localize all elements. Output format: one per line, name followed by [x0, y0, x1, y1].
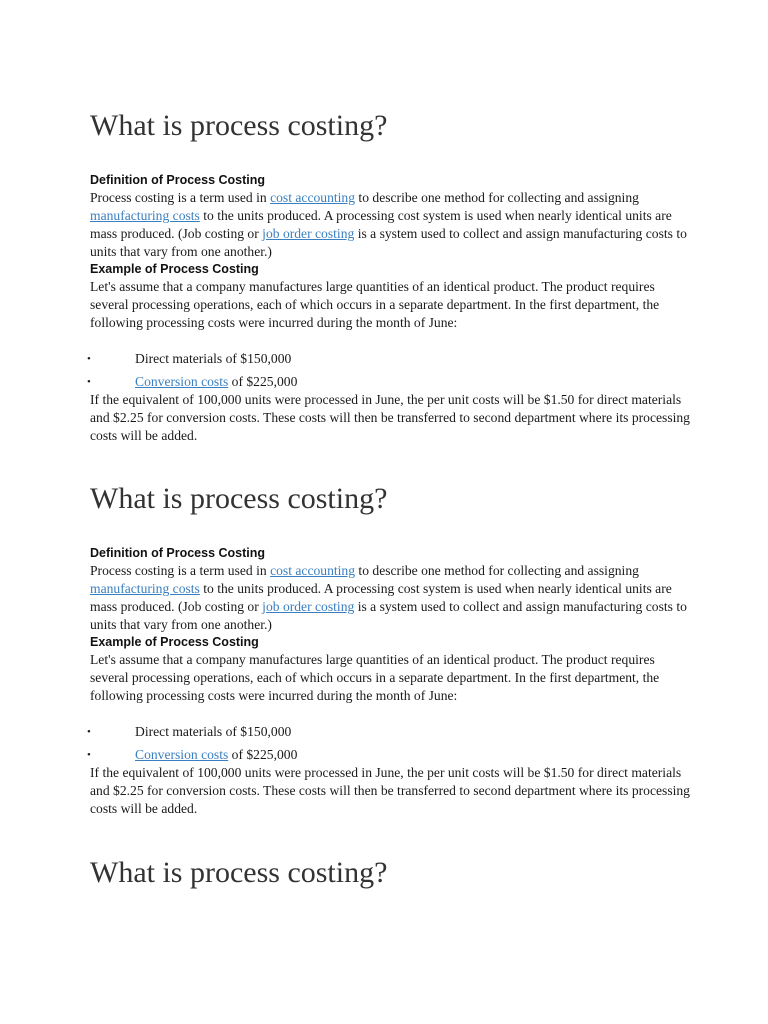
page-title: What is process costing?: [90, 482, 388, 515]
text-run: to the units produced. A processing cost system is used when nearly identical units are mass produced. (Job costing or: [90, 208, 672, 241]
closing-paragraph: If the equivalent of 100,000 units were processed in June, the per unit costs will be $1.50 for direct materials and $2.25 for conversion costs. These costs will then be transferred to second department where its processing costs will be added.: [90, 392, 690, 443]
list-item: [87, 746, 690, 769]
section-3: [90, 855, 690, 891]
list-item-text: of $225,000: [228, 747, 298, 762]
definition-heading: Definition of Process Costing: [90, 173, 266, 187]
text-run: Process costing is a term used in: [90, 563, 271, 578]
example-heading: Example of Process Costing: [90, 262, 259, 276]
conversion-costs-link[interactable]: Conversion costs: [135, 374, 229, 389]
job-order-costing-link[interactable]: job order costing: [262, 226, 355, 241]
text-run: to describe one method for collecting and assigning: [355, 563, 639, 578]
list-item: [87, 350, 690, 373]
cost-list: [87, 723, 690, 769]
example-paragraph: Let's assume that a company manufactures large quantities of an identical product. The product requires several processing operations, each of which occurs in a separate department. In the first department, the following processing costs were incurred during the month of June:: [90, 279, 660, 330]
section-2: [87, 481, 690, 818]
text-run: to the units produced. A processing cost system is used when nearly identical units are mass produced. (Job costing or: [90, 581, 672, 614]
bullet-icon: •: [87, 726, 91, 738]
list-item-text: of $225,000: [228, 374, 298, 389]
list-item-text: Direct materials of $150,000: [135, 724, 292, 739]
definition-paragraph: [90, 562, 690, 634]
manufacturing-costs-link[interactable]: manufacturing costs: [90, 581, 200, 596]
cost-accounting-link[interactable]: cost accounting: [270, 190, 356, 205]
page-title: What is process costing?: [90, 109, 388, 142]
section-1: [87, 108, 690, 445]
cost-accounting-link[interactable]: cost accounting: [270, 563, 356, 578]
closing-paragraph: If the equivalent of 100,000 units were processed in June, the per unit costs will be $1.50 for direct materials and $2.25 for conversion costs. These costs will then be transferred to second department where its processing costs will be added.: [90, 765, 690, 816]
list-item-text: Direct materials of $150,000: [135, 351, 292, 366]
bullet-icon: •: [87, 353, 91, 365]
text-run: is a system used to collect and assign manufacturing costs to units that vary from one another.): [90, 599, 687, 632]
page-title: What is process costing?: [90, 856, 388, 889]
definition-heading: Definition of Process Costing: [90, 546, 266, 560]
example-paragraph: Let's assume that a company manufactures large quantities of an identical product. The product requires several processing operations, each of which occurs in a separate department. In the first department, the following processing costs were incurred during the month of June:: [90, 652, 660, 703]
example-heading: Example of Process Costing: [90, 635, 259, 649]
job-order-costing-link[interactable]: job order costing: [262, 599, 355, 614]
text-run: is a system used to collect and assign manufacturing costs to units that vary from one another.): [90, 226, 687, 259]
text-run: to describe one method for collecting and assigning: [355, 190, 639, 205]
cost-list: [87, 350, 690, 396]
conversion-costs-link[interactable]: Conversion costs: [135, 747, 229, 762]
text-run: Process costing is a term used in: [90, 190, 271, 205]
list-item: [87, 373, 690, 396]
list-item: [87, 723, 690, 746]
definition-paragraph: [90, 189, 690, 261]
manufacturing-costs-link[interactable]: manufacturing costs: [90, 208, 200, 223]
bullet-icon: •: [87, 749, 91, 761]
bullet-icon: •: [87, 376, 91, 388]
